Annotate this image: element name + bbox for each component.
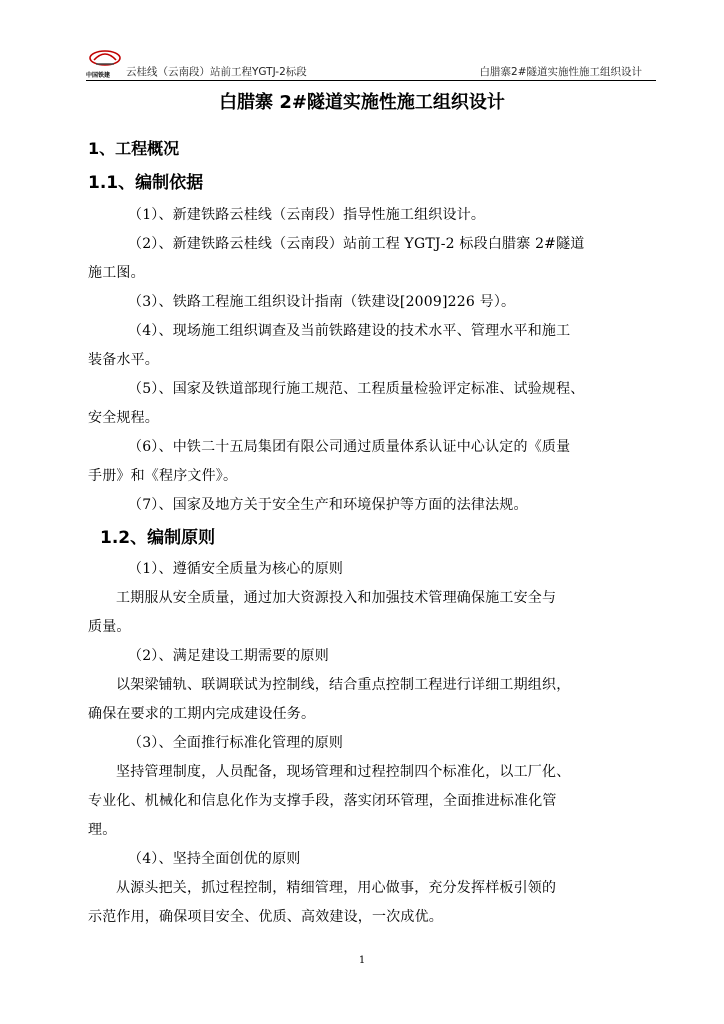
basis-line: （1）、新建铁路云桂线（云南段）指导性施工组织设计。 bbox=[128, 207, 486, 223]
basis-line: 装备水平。 bbox=[88, 352, 159, 368]
logo-text: 中国铁建 bbox=[86, 72, 111, 79]
basis-line: （5）、国家及铁道部现行施工规范、工程质量检验评定标准、试验规程、 bbox=[128, 381, 585, 397]
basis-line: （3）、铁路工程施工组织设计指南（铁建设[2009]226 号）。 bbox=[128, 294, 516, 310]
principle-line: （1）、遵循安全质量为核心的原则 bbox=[128, 561, 344, 577]
principle-line: 确保在要求的工期内完成建设任务。 bbox=[88, 706, 316, 722]
principle-line: 示范作用，确保项目安全、优质、高效建设，一次成优。 bbox=[88, 909, 443, 925]
basis-line: （6）、中铁二十五局集团有限公司通过质量体系认证中心认定的《质量 bbox=[128, 439, 571, 455]
header-project-name: 云桂线（云南段）站前工程YGTJ-2标段 bbox=[126, 66, 307, 78]
section-heading-basis: 1.1、编制依据 bbox=[88, 173, 204, 193]
header-document-name: 白腊寨2#隧道实施性施工组织设计 bbox=[479, 66, 642, 78]
principle-line: （2）、满足建设工期需要的原则 bbox=[128, 648, 329, 664]
basis-line: （2）、新建铁路云桂线（云南段）站前工程 YGTJ-2 标段白腊寨 2#隧道 bbox=[128, 236, 585, 252]
basis-line: 施工图。 bbox=[88, 265, 145, 281]
principle-line: （4）、坚持全面创优的原则 bbox=[128, 851, 301, 867]
page-number: 1 bbox=[358, 955, 366, 966]
principle-line: 质量。 bbox=[88, 619, 131, 635]
basis-line: （4）、现场施工组织调查及当前铁路建设的技术水平、管理水平和施工 bbox=[128, 323, 571, 339]
principle-line: 以架梁铺轨、联调联试为控制线，结合重点控制工程进行详细工期组织， bbox=[116, 677, 571, 693]
principle-line: 专业化、机械化和信息化作为支撑手段，落实闭环管理，全面推进标准化管 bbox=[88, 793, 557, 809]
principle-line: 理。 bbox=[88, 822, 117, 838]
section-heading-principles: 1.2、编制原则 bbox=[100, 528, 216, 548]
page-header bbox=[86, 48, 656, 81]
principle-line: 坚持管理制度，人员配备，现场管理和过程控制四个标准化，以工厂化、 bbox=[116, 764, 571, 780]
principle-line: 工期服从安全质量，通过加大资源投入和加强技术管理确保施工安全与 bbox=[116, 590, 557, 606]
basis-line: 手册》和《程序文件》。 bbox=[88, 468, 238, 484]
principle-line: （3）、全面推行标准化管理的原则 bbox=[128, 735, 344, 751]
basis-line: （7）、国家及地方关于安全生产和环境保护等方面的法律法规。 bbox=[128, 497, 528, 513]
basis-line: 安全规程。 bbox=[88, 410, 159, 426]
document-title: 白腊寨 2#隧道实施性施工组织设计 bbox=[219, 92, 505, 113]
principle-line: 从源头把关，抓过程控制，精细管理，用心做事，充分发挥样板引领的 bbox=[116, 880, 557, 896]
section-heading-overview: 1、工程概况 bbox=[88, 139, 180, 158]
